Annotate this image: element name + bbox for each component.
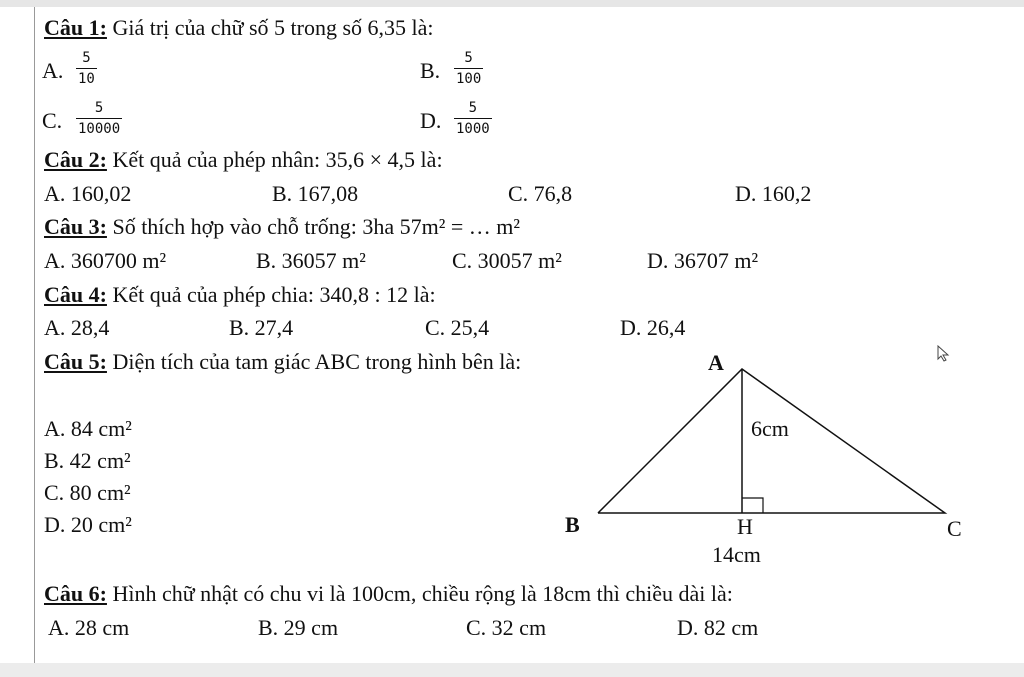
- q6-option-d: D. 82 cm: [677, 615, 759, 640]
- fraction-denominator: 10000: [78, 121, 121, 137]
- q2-option-d: D. 160,2: [735, 181, 812, 206]
- question-5-text: Diện tích của tam giác ABC trong hình bên là:: [106, 349, 522, 374]
- q3-option-d: D. 36707 m²: [647, 248, 759, 273]
- question-5-label: Câu 5:: [44, 349, 107, 374]
- q5-option-d: D. 20 cm²: [44, 512, 132, 537]
- vertex-b-label: B: [565, 512, 580, 537]
- q3-option-b: B. 36057 m²: [256, 248, 366, 273]
- question-3-label: Câu 3:: [44, 214, 107, 239]
- base-label: 14cm: [712, 542, 761, 567]
- q6-option-c: C. 32 cm: [466, 615, 547, 640]
- q5-option-c: C. 80 cm²: [44, 480, 131, 505]
- vertex-c-label: C: [947, 516, 962, 541]
- question-3-text: Số thích hợp vào chỗ trống: 3ha 57m² = … m²: [106, 214, 520, 239]
- q6-option-b: B. 29 cm: [258, 615, 339, 640]
- foot-h-label: H: [737, 514, 753, 539]
- question-2-label: Câu 2:: [44, 147, 107, 172]
- question-1-label: Câu 1:: [44, 15, 107, 40]
- q1-option-a-letter: A.: [42, 58, 64, 83]
- fraction-numerator: 5: [94, 100, 104, 116]
- fraction-denominator: 100: [456, 71, 482, 87]
- question-6: [44, 583, 733, 605]
- q5-option-b: B. 42 cm²: [44, 448, 131, 473]
- question-6-label: Câu 6:: [44, 581, 107, 606]
- q4-option-c: C. 25,4: [425, 315, 490, 340]
- q1-option-d-letter: D.: [420, 108, 442, 133]
- triangle-abc: [598, 369, 945, 513]
- q4-option-a: A. 28,4: [44, 315, 110, 340]
- q1-option-b-letter: B.: [420, 58, 441, 83]
- q4-option-b: B. 27,4: [229, 315, 294, 340]
- fraction-numerator: 5: [468, 100, 478, 116]
- fraction-numerator: 5: [464, 50, 473, 66]
- question-4-label: Câu 4:: [44, 282, 107, 307]
- height-label: 6cm: [751, 416, 789, 441]
- question-6-text: Hình chữ nhật có chu vi là 100cm, chiều rộng là 18cm thì chiều dài là:: [106, 581, 733, 606]
- q2-option-b: B. 167,08: [272, 181, 359, 206]
- question-2-text: Kết quả của phép nhân: 35,6 × 4,5 là:: [106, 147, 443, 172]
- bottom-bar: [0, 663, 1024, 677]
- fraction-denominator: 1000: [456, 121, 490, 137]
- fraction-denominator: 10: [78, 71, 95, 87]
- q1-option-c-letter: C.: [42, 108, 63, 133]
- q3-option-c: C. 30057 m²: [452, 248, 562, 273]
- question-4-text: Kết quả của phép chia: 340,8 : 12 là:: [106, 282, 436, 307]
- question-1-text: Giá trị của chữ số 5 trong số 6,35 là:: [106, 15, 434, 40]
- q4-option-d: D. 26,4: [620, 315, 686, 340]
- q6-option-a: A. 28 cm: [48, 615, 130, 640]
- vertex-a-label: A: [708, 350, 724, 375]
- fraction-numerator: 5: [82, 50, 91, 66]
- q3-option-a: A. 360700 m²: [44, 248, 167, 273]
- right-angle-mark: [742, 498, 763, 513]
- q5-option-a: A. 84 cm²: [44, 416, 132, 441]
- q2-option-c: C. 76,8: [508, 181, 573, 206]
- mouse-cursor-icon: [936, 345, 952, 363]
- q2-option-a: A. 160,02: [44, 181, 132, 206]
